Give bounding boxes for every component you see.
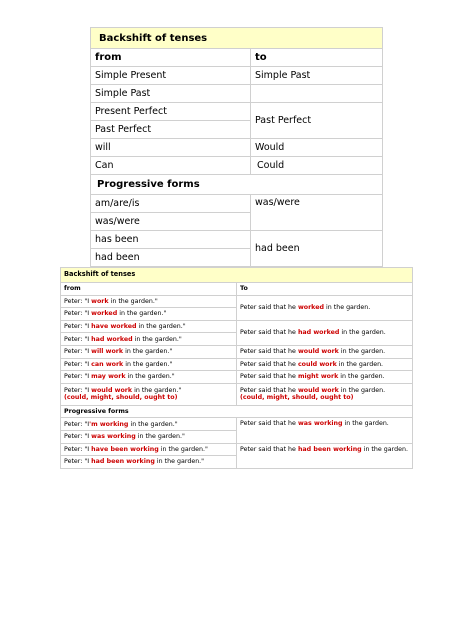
verb-highlight: work <box>91 297 109 305</box>
direct-speech-cell <box>61 295 237 308</box>
backshift-table-examples <box>60 267 413 469</box>
from-cell: am/are/is <box>91 195 251 213</box>
table-row <box>61 345 413 358</box>
table-title: Backshift of tenses <box>91 28 383 49</box>
from-cell: was/were <box>91 213 251 231</box>
verb-highlight: was working <box>297 420 343 428</box>
direct-speech-cell <box>61 333 237 346</box>
quote-suffix: in the garden." <box>123 348 173 356</box>
report-suffix: in the garden. <box>323 304 371 312</box>
section-header-row <box>61 405 413 418</box>
table-row <box>91 231 383 249</box>
report-prefix: Peter said that he <box>240 360 298 368</box>
verb-highlight: had been working <box>297 445 362 453</box>
backshift-table-simple <box>90 27 383 267</box>
quote-prefix: Peter: "I <box>64 433 92 441</box>
from-cell: will <box>91 139 251 157</box>
from-cell: Simple Past <box>91 85 251 103</box>
from-cell: Can <box>91 157 251 175</box>
section-title-progressive: Progressive forms <box>91 175 383 195</box>
column-header-to: To <box>237 283 413 296</box>
report-prefix: Peter said that he <box>240 304 298 312</box>
to-cell: was/were <box>251 195 383 231</box>
report-suffix: in the garden. <box>361 445 408 453</box>
quote-suffix: in the garden." <box>154 458 205 466</box>
table-row-modals <box>61 383 413 405</box>
reported-speech-cell <box>237 383 413 405</box>
from-cell: has been <box>91 231 251 249</box>
direct-speech-cell <box>61 371 237 384</box>
quote-suffix: in the garden." <box>135 433 185 441</box>
verb-highlight: would work <box>297 348 339 356</box>
report-prefix: Peter said that he <box>240 329 298 337</box>
table-row <box>61 295 413 308</box>
table-row <box>91 139 383 157</box>
column-header-from: from <box>61 283 237 296</box>
to-cell: Could <box>251 157 383 175</box>
table-row <box>61 371 413 384</box>
reported-speech-cell <box>237 345 413 358</box>
report-suffix: in the garden. <box>336 360 384 368</box>
quote-suffix: in the garden." <box>136 322 186 330</box>
report-prefix: Peter said that he <box>240 387 298 395</box>
quote-suffix: in the garden." <box>132 387 182 395</box>
quote-suffix: in the garden." <box>132 335 182 343</box>
to-cell: had been <box>251 231 383 267</box>
quote-suffix: in the garden." <box>158 445 208 453</box>
verb-highlight: would work <box>297 387 339 395</box>
direct-speech-cell <box>61 320 237 333</box>
report-suffix: in the garden. <box>339 329 386 337</box>
quote-suffix: in the garden." <box>125 373 175 381</box>
quote-prefix: Peter: "I <box>64 360 92 368</box>
reported-speech-cell <box>237 320 413 345</box>
report-prefix: Peter said that he <box>240 373 298 381</box>
table-row <box>91 195 383 213</box>
report-suffix: in the garden. <box>342 420 389 428</box>
table-title: Backshift of tenses <box>61 268 413 283</box>
reported-speech-cell <box>237 418 413 443</box>
report-suffix: in the garden. <box>338 387 386 395</box>
modal-alternatives: (could, might, should, ought to) <box>240 394 354 402</box>
table-row <box>61 418 413 431</box>
quote-prefix: Peter: "I <box>64 322 92 330</box>
reported-speech-cell <box>237 358 413 371</box>
report-prefix: Peter said that he <box>240 445 298 453</box>
section-header-row <box>91 175 383 195</box>
direct-speech-cell <box>61 443 237 456</box>
table-row <box>91 103 383 121</box>
verb-highlight: might work <box>297 373 339 381</box>
to-cell <box>251 85 383 103</box>
verb-highlight: may work <box>91 373 126 381</box>
verb-highlight: had been working <box>91 458 155 466</box>
to-cell: Simple Past <box>251 67 383 85</box>
table-row <box>61 443 413 456</box>
verb-highlight: could work <box>297 360 337 368</box>
from-cell: Present Perfect <box>91 103 251 121</box>
quote-suffix: in the garden." <box>123 360 173 368</box>
to-cell: Past Perfect <box>251 103 383 139</box>
direct-speech-cell <box>61 430 237 443</box>
quote-prefix: Peter: "I <box>64 335 92 343</box>
report-prefix: Peter said that he <box>240 420 298 428</box>
table-title-row <box>61 268 413 283</box>
from-cell: had been <box>91 249 251 267</box>
table-title-row <box>91 28 383 49</box>
reported-speech-cell <box>237 371 413 384</box>
direct-speech-cell <box>61 456 237 469</box>
column-header-row <box>61 283 413 296</box>
direct-speech-cell <box>61 383 237 405</box>
table-row <box>61 358 413 371</box>
column-header-to: to <box>251 49 383 67</box>
column-header-row <box>91 49 383 67</box>
verb-highlight: 'm working <box>89 420 129 428</box>
direct-speech-cell <box>61 308 237 321</box>
table-row <box>61 320 413 333</box>
reported-speech-cell <box>237 443 413 468</box>
verb-highlight: can work <box>91 360 124 368</box>
table-row <box>91 67 383 85</box>
quote-prefix: Peter: "I <box>64 420 90 428</box>
quote-prefix: Peter: "I <box>64 373 92 381</box>
quote-prefix: Peter: "I <box>64 297 92 305</box>
quote-prefix: Peter: "I <box>64 445 92 453</box>
table-row <box>91 157 383 175</box>
quote-prefix: Peter: "I <box>64 458 92 466</box>
verb-highlight: worked <box>91 310 118 318</box>
to-cell: Would <box>251 139 383 157</box>
direct-speech-cell <box>61 345 237 358</box>
quote-suffix: in the garden." <box>117 310 167 318</box>
quote-suffix: in the garden." <box>108 297 158 305</box>
verb-highlight: had worked <box>91 335 133 343</box>
column-header-from: from <box>91 49 251 67</box>
table-row <box>91 85 383 103</box>
section-title-progressive: Progressive forms <box>61 405 413 418</box>
verb-highlight: worked <box>297 304 324 312</box>
verb-highlight: would work <box>91 387 133 395</box>
direct-speech-cell <box>61 418 237 431</box>
verb-highlight: will work <box>91 348 124 356</box>
direct-speech-cell <box>61 358 237 371</box>
quote-prefix: Peter: "I <box>64 310 92 318</box>
reported-speech-cell <box>237 295 413 320</box>
quote-prefix: Peter: "I <box>64 387 92 395</box>
quote-prefix: Peter: "I <box>64 348 92 356</box>
report-suffix: in the garden. <box>338 348 386 356</box>
verb-highlight: had worked <box>297 329 340 337</box>
quote-suffix: in the garden." <box>128 420 178 428</box>
modal-alternatives: (could, might, should, ought to) <box>64 394 178 402</box>
from-cell: Past Perfect <box>91 121 251 139</box>
report-prefix: Peter said that he <box>240 348 298 356</box>
verb-highlight: was working <box>91 433 136 441</box>
verb-highlight: have worked <box>91 322 137 330</box>
report-suffix: in the garden. <box>338 373 385 381</box>
from-cell: Simple Present <box>91 67 251 85</box>
verb-highlight: have been working <box>91 445 159 453</box>
